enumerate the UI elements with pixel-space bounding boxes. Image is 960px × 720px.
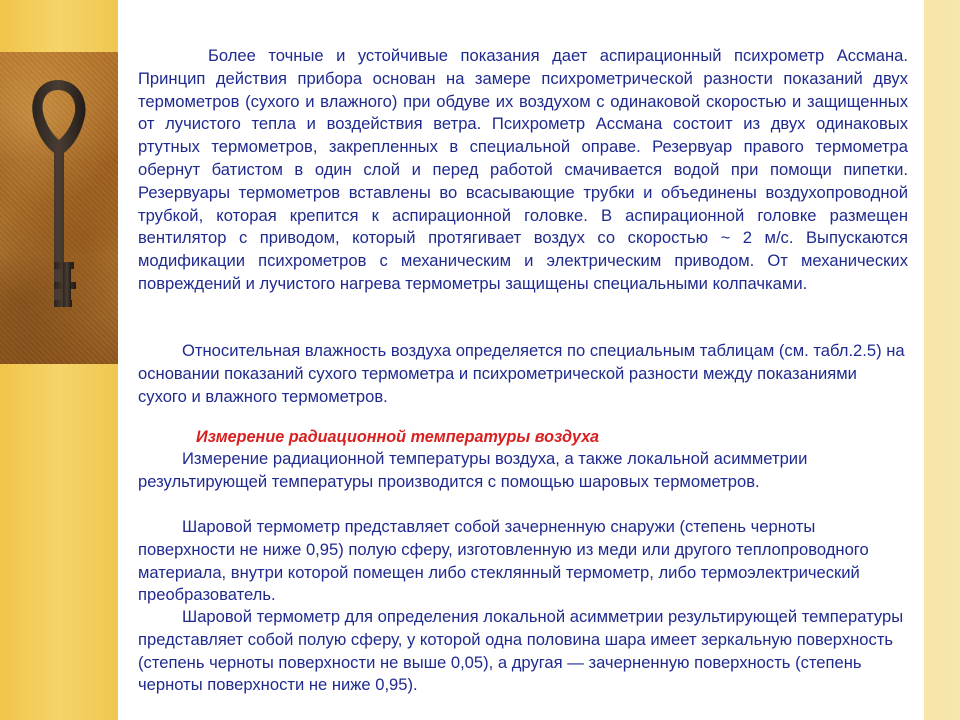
paragraph-assmann-psychrometer: Более точные и устойчивые показания дает аспирационный психрометр Ассмана. Принцип действия прибора основан на замере психрометрической разности показаний двух термометров (сухого и влажного) при обдуве их воздухом с одинаковой скоростью и защищенных от лучистого тепла и воздействия ветра. Психрометр Ассмана состоит из двух одинаковых ртутных термометров, закрепленных в специальной оправе. Резервуар правого термометра обернут батистом в один слой и перед работой смачивается водой при помощи пипетки. Резервуары термометров вставлены во всасывающие трубки и объединены воздухопроводной трубкой, которая крепится к аспирационной головке. В аспирационной головке размещен вентилятор с приводом, который протягивает воздух со скоростью ~ 2 м/с. Выпускаются модификации психрометров с механическим и электрическим приводом. От механических повреждений и лучистого нагрева термометры защищены специальными колпачками. xyxy=(138,46,908,293)
paragraph-radiation-temperature: Измерение радиационной температуры воздуха, а также локальной асимметрии результирующей температуры производится с помощью шаровых термометров. xyxy=(138,449,808,491)
paragraph-local-asymmetry: Шаровой термометр для определения локальной асимметрии результирующей температуры представляет собой полую сферу, у которой одна половина шара имеет зеркальную поверхность (степень черноты поверхности не выше 0,05), а другая — зачерненную поверхность (степень черноты поверхности не ниже 0,95). xyxy=(138,607,904,695)
section-heading: Измерение радиационной температуры воздуха xyxy=(196,428,600,446)
paragraph-ball-thermometer: Шаровой термометр представляет собой зачерненную снаружи (степень черноты поверхности не ниже 0,95) полую сферу, изготовленную из меди или другого теплопроводного материала, внутри которой помещен либо стеклянный термометр, либо термоэлектрический преобразователь. xyxy=(138,517,869,605)
paragraph-relative-humidity: Относительная влажность воздуха определяется по специальным таблицам (см. табл.2.5) на основании показаний сухого термометра и психрометрической разности между показаниями сухого и влажного термометров. xyxy=(138,341,905,406)
key-icon xyxy=(0,52,118,364)
old-key-photo xyxy=(0,52,118,364)
